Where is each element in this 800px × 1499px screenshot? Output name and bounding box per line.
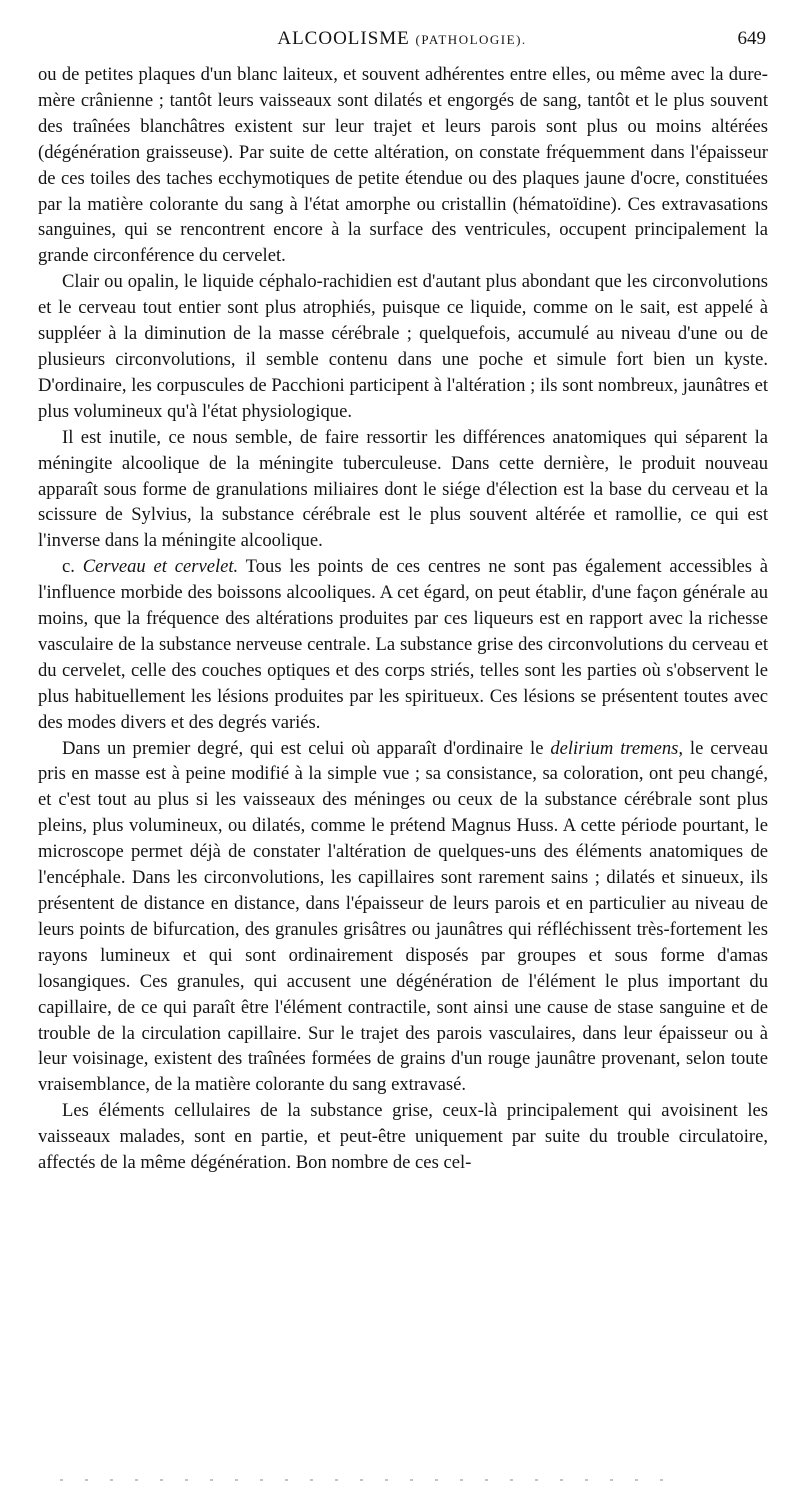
paragraph	[38, 1098, 768, 1176]
paragraph-text: le cerveau pris en masse est à peine modifié à la simple vue ; sa consistance, sa coloration, ont peu changé, et c'est tout au plus si les vaisseaux des méninges ou ceux de la substance cérébrale sont plus pleins, plus volumineux, ou dilatés, comme le prétend Magnus Huss. A cette période pourtant, le microscope permet déjà de constater l'altération de quelques-uns des éléments anatomiques de l'encéphale. Dans les circonvolutions, les capillaires sont rarement sains ; dilatés et sinueux, ils présentent de distance en distance, dans l'épaisseur de leurs parois et en particulier au niveau de leurs points de bifurcation, des granules grisâtres ou jaunâtres qui réfléchissent très-fortement les rayons lumineux et qui sont ordinairement disposés par groupes et sous forme d'amas losangiques. Ces granules, qui accusent une dégénération de l'élément le plus important du capillaire, de ce qui paraît être l'élément contractile, sont ainsi une cause de stase sanguine et de trouble de la circulation capillaire. Sur le trajet des parois vasculaires, dans leur épaisseur ou à leur voisinage, existent des traînées formées de grains d'un rouge jaunâtre provenant, selon toute vraisemblance, de la matière colorante du sang extravasé.	[38, 737, 769, 1096]
paragraph	[38, 269, 768, 424]
running-head	[38, 28, 766, 50]
paragraph-lead: Dans un premier degré, qui est celui où apparaît d'ordinaire le	[62, 737, 551, 759]
paragraph	[38, 736, 768, 1099]
running-head-subtitle: (PATHOLOGIE).	[415, 32, 527, 47]
page-header	[38, 28, 766, 54]
section-heading: Cerveau et cervelet.	[82, 556, 239, 578]
paragraph-text: Tous les points de ces centres ne sont pas également accessibles à l'influence morbide des boissons alcooliques. A cet égard, on peut établir, d'une façon générale au moins, que la fréquence des altérations produites par ces liqueurs est en rapport avec la richesse vasculaire de la substance nerveuse centrale. La substance grise des circonvolutions du cerveau et du cervelet, celle des couches optiques et des corps striés, telles sont les parties où s'observent le plus habituellement les lésions produites par les spiritueux. Ces lésions se présentent toutes avec des modes divers et des degrés variés.	[38, 556, 768, 733]
body-text	[38, 62, 768, 1176]
latin-term: delirium tremens,	[550, 737, 684, 759]
paragraph-text: Les éléments cellulaires de la substance grise, ceux-là principalement qui avoisinent les vaisseaux malades, sont en partie, et peut-être uniquement par suite du trouble circulatoire, affectés de la même dégénération. Bon nombre de ces cel-	[38, 1100, 768, 1174]
paragraph	[38, 425, 768, 555]
paragraph	[38, 62, 768, 269]
paragraph	[38, 554, 768, 735]
paragraph-lead: c.	[62, 556, 83, 578]
paragraph-text: Il est inutile, ce nous semble, de faire ressortir les différences anatomiques qui séparent la méningite alcoolique de la méningite tuberculeuse. Dans cette dernière, le produit nouveau apparaît sous forme de granulations miliaires dont le siége d'élection est la base du cerveau et la scissure de Sylvius, la substance cérébrale est le plus souvent altérée et ramollie, ce qui est l'inverse dans la méningite alcoolique.	[38, 426, 768, 552]
paragraph-text: Clair ou opalin, le liquide céphalo-rachidien est d'autant plus abondant que les circonvolutions et le cerveau tout entier sont plus atrophiés, puisque ce liquide, comme on le sait, est appelé à suppléer à la diminution de la masse cérébrale ; quelquefois, accumulé au niveau d'une ou de plusieurs circonvolutions, il semble contenu dans une poche et simule fort bien un kyste. D'ordinaire, les corpuscules de Pacchioni participent à l'altération ; ils sont nombreux, jaunâtres et plus volumineux qu'à l'état physiologique.	[38, 271, 768, 422]
paragraph-text: ou de petites plaques d'un blanc laiteux, et souvent adhérentes entre elles, ou même avec la dure-mère crânienne ; tantôt leurs vaisseaux sont dilatés et engorgés de sang, tantôt et le plus souvent des traînées blanchâtres existent sur leur trajet et leurs parois sont plus ou moins altérées (dégénération graisseuse). Par suite de cette altération, on constate fréquemment dans l'épaisseur de ces toiles des taches ecchymotiques de petite étendue ou des plaques jaune d'ocre, constituées par la matière colorante du sang à l'état amorphe ou cristallin (hématoïdine). Ces extravasations sanguines, qui se rencontrent encore à la surface des ventricules, occupent principalement la grande circonférence du cervelet.	[38, 64, 768, 267]
page-number: 649	[737, 28, 766, 49]
scan-noise	[60, 1468, 740, 1474]
running-head-title: ALCOOLISME	[277, 28, 410, 49]
